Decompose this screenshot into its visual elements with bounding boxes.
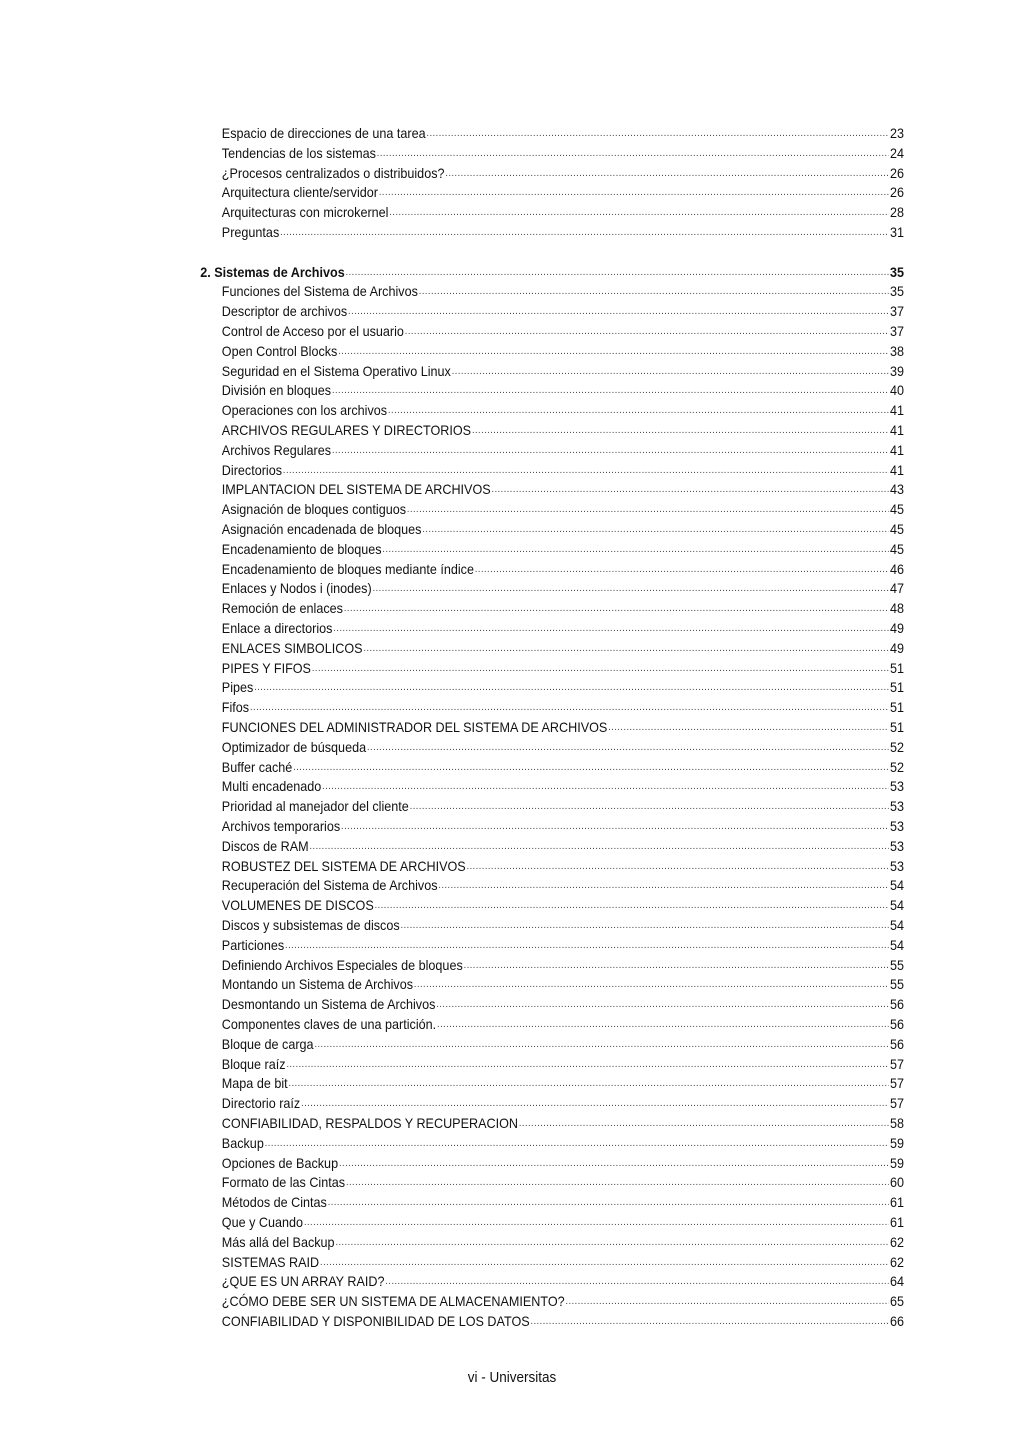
toc-dot-leader bbox=[312, 662, 889, 676]
toc-entry-page-number: 57 bbox=[889, 1056, 904, 1072]
toc-entry-page-number: 51 bbox=[889, 679, 904, 695]
toc-entry-page-number: 60 bbox=[889, 1174, 904, 1190]
toc-entry-page-number: 31 bbox=[889, 224, 904, 240]
toc-entry bbox=[222, 1151, 904, 1171]
toc-dot-leader bbox=[310, 840, 890, 854]
toc-entry-label: Encadenamiento de bloques mediante índice bbox=[221, 561, 474, 577]
toc-entry bbox=[222, 161, 904, 181]
toc-entry bbox=[222, 121, 904, 141]
toc-entry bbox=[222, 458, 904, 478]
toc-entry-label: Espacio de direcciones de una tarea bbox=[221, 125, 426, 141]
toc-entry-page-number: 57 bbox=[889, 1075, 904, 1091]
toc-dot-leader bbox=[367, 741, 889, 755]
toc-entry bbox=[222, 418, 904, 438]
toc-entry bbox=[222, 656, 904, 676]
toc-entry-label: Componentes claves de una partición. bbox=[221, 1016, 437, 1032]
toc-dot-leader bbox=[280, 226, 889, 240]
toc-entry-label: Que y Cuando bbox=[221, 1214, 304, 1230]
toc-entry-page-number: 52 bbox=[889, 759, 904, 775]
toc-entry-label: VOLUMENES DE DISCOS bbox=[221, 897, 374, 913]
toc-entry bbox=[222, 854, 904, 874]
toc-entry bbox=[222, 972, 904, 992]
toc-entry bbox=[222, 1111, 904, 1131]
page-footer: vi - Universitas bbox=[467, 1369, 557, 1386]
toc-entry-label: Open Control Blocks bbox=[221, 343, 338, 359]
toc-dot-leader bbox=[335, 1236, 889, 1250]
toc-dot-leader bbox=[414, 978, 889, 992]
toc-dot-leader bbox=[385, 1275, 889, 1289]
toc-dot-leader bbox=[332, 444, 889, 458]
toc-entry bbox=[222, 339, 904, 359]
toc-dot-leader bbox=[346, 266, 889, 280]
toc-entry-page-number: 41 bbox=[889, 442, 904, 458]
toc-entry bbox=[222, 1250, 904, 1270]
toc-entry bbox=[222, 715, 904, 735]
toc-entry-label: Opciones de Backup bbox=[221, 1155, 339, 1171]
toc-entry-label: Recuperación del Sistema de Archivos bbox=[221, 877, 438, 893]
toc-entry-page-number: 53 bbox=[889, 778, 904, 794]
toc-dot-leader bbox=[250, 701, 889, 715]
toc-dot-leader bbox=[379, 186, 889, 200]
toc-entry-page-number: 62 bbox=[889, 1234, 904, 1250]
toc-entry-label: Descriptor de archivos bbox=[221, 303, 348, 319]
toc-entry-label: 2. Sistemas de Archivos bbox=[200, 264, 345, 280]
toc-entry bbox=[222, 200, 904, 220]
toc-entry bbox=[222, 893, 904, 913]
toc-entry-page-number: 66 bbox=[889, 1313, 904, 1329]
toc-entry-page-number: 56 bbox=[889, 1016, 904, 1032]
toc-entry-page-number: 56 bbox=[889, 1036, 904, 1052]
toc-dot-leader bbox=[375, 899, 889, 913]
toc-entry-page-number: 41 bbox=[889, 402, 904, 418]
toc-dot-leader bbox=[388, 404, 889, 418]
toc-entry-label: PIPES Y FIFOS bbox=[221, 660, 311, 676]
toc-entry-page-number: 54 bbox=[889, 877, 904, 893]
toc-entry-label: Particiones bbox=[221, 937, 285, 953]
toc-entry-label: Asignación encadenada de bloques bbox=[221, 521, 422, 537]
toc-entry bbox=[222, 794, 904, 814]
toc-entry-page-number: 35 bbox=[889, 264, 904, 280]
toc-entry-label: Encadenamiento de bloques bbox=[221, 541, 382, 557]
toc-entry-label: Arquitecturas con microkernel bbox=[221, 204, 389, 220]
toc-entry-page-number: 37 bbox=[889, 303, 904, 319]
toc-dot-leader bbox=[332, 384, 889, 398]
toc-entry bbox=[222, 557, 904, 577]
toc-entry-page-number: 59 bbox=[889, 1155, 904, 1171]
toc-dot-leader bbox=[438, 879, 889, 893]
toc-entry-page-number: 24 bbox=[889, 145, 904, 161]
toc-entry-label: Discos y subsistemas de discos bbox=[221, 917, 400, 933]
toc-entry bbox=[222, 1071, 904, 1091]
toc-dot-leader bbox=[437, 1018, 889, 1032]
toc-entry-page-number: 37 bbox=[889, 323, 904, 339]
toc-entry-page-number: 35 bbox=[889, 283, 904, 299]
toc-entry-label: Desmontando un Sistema de Archivos bbox=[221, 996, 436, 1012]
toc-entry bbox=[222, 933, 904, 953]
toc-entry-page-number: 51 bbox=[889, 719, 904, 735]
toc-entry bbox=[222, 1012, 904, 1032]
toc-entry-page-number: 26 bbox=[889, 165, 904, 181]
toc-dot-leader bbox=[348, 305, 889, 319]
toc-entry bbox=[222, 596, 904, 616]
toc-entry-page-number: 54 bbox=[889, 937, 904, 953]
toc-entry bbox=[222, 834, 904, 854]
toc-dot-leader bbox=[608, 721, 889, 735]
toc-entry-label: Bloque raíz bbox=[221, 1056, 286, 1072]
toc-entry-label: Multi encadenado bbox=[221, 778, 322, 794]
toc-entry-page-number: 49 bbox=[889, 640, 904, 656]
toc-entry bbox=[222, 953, 904, 973]
toc-entry bbox=[222, 477, 904, 497]
toc-entry-label: Formato de las Cintas bbox=[221, 1174, 346, 1190]
toc-entry-label: Tendencias de los sistemas bbox=[221, 145, 376, 161]
toc-dot-leader bbox=[492, 483, 890, 497]
toc-dot-leader bbox=[328, 1196, 889, 1210]
toc-entry-label: Pipes bbox=[221, 679, 254, 695]
toc-entry bbox=[222, 438, 904, 458]
toc-entry-page-number: 45 bbox=[889, 501, 904, 517]
toc-dot-leader bbox=[320, 1256, 889, 1270]
toc-entry bbox=[222, 1289, 904, 1309]
toc-entry-label: Mapa de bit bbox=[221, 1075, 288, 1091]
toc-entry-label: ¿QUE ES UN ARRAY RAID? bbox=[221, 1273, 385, 1289]
toc-dot-leader bbox=[472, 424, 889, 438]
toc-entry bbox=[222, 220, 904, 240]
toc-entry-page-number: 26 bbox=[889, 184, 904, 200]
toc-entry-page-number: 65 bbox=[889, 1293, 904, 1309]
toc-entry-page-number: 55 bbox=[889, 976, 904, 992]
toc-dot-leader bbox=[293, 761, 889, 775]
toc-dot-leader bbox=[405, 325, 889, 339]
toc-chapter-entry bbox=[200, 260, 904, 280]
toc-dot-leader bbox=[445, 167, 889, 181]
toc-entry-label: CONFIABILIDAD, RESPALDOS Y RECUPERACION bbox=[221, 1115, 518, 1131]
toc-entry-label: Más allá del Backup bbox=[221, 1234, 335, 1250]
toc-entry-page-number: 51 bbox=[889, 660, 904, 676]
toc-dot-leader bbox=[322, 780, 889, 794]
toc-entry-page-number: 28 bbox=[889, 204, 904, 220]
toc-entry bbox=[222, 378, 904, 398]
toc-entry bbox=[222, 616, 904, 636]
toc-entry bbox=[222, 1052, 904, 1072]
toc-dot-leader bbox=[519, 1117, 889, 1131]
toc-entry-label: Funciones del Sistema de Archivos bbox=[221, 283, 418, 299]
toc-dot-leader bbox=[422, 523, 889, 537]
toc-dot-leader bbox=[304, 1216, 889, 1230]
toc-entry bbox=[222, 1170, 904, 1190]
toc-dot-leader bbox=[254, 681, 889, 695]
toc-entry-page-number: 64 bbox=[889, 1273, 904, 1289]
toc-entry-label: ROBUSTEZ DEL SISTEMA DE ARCHIVOS bbox=[221, 858, 466, 874]
toc-entry-page-number: 55 bbox=[889, 957, 904, 973]
toc-entry bbox=[222, 774, 904, 794]
toc-entry-page-number: 52 bbox=[889, 739, 904, 755]
toc-entry-page-number: 53 bbox=[889, 818, 904, 834]
toc-entry bbox=[222, 814, 904, 834]
toc-entry-label: Directorio raíz bbox=[221, 1095, 301, 1111]
toc-entry-page-number: 38 bbox=[889, 343, 904, 359]
toc-entry-label: Definiendo Archivos Especiales de bloques bbox=[221, 957, 463, 973]
toc-dot-leader bbox=[475, 563, 889, 577]
toc-entry-label: Directorios bbox=[221, 462, 283, 478]
toc-dot-leader bbox=[289, 1077, 890, 1091]
toc-dot-leader bbox=[452, 365, 889, 379]
toc-entry bbox=[222, 517, 904, 537]
toc-entry-label: SISTEMAS RAID bbox=[221, 1254, 320, 1270]
toc-dot-leader bbox=[363, 642, 889, 656]
toc-entry bbox=[222, 1190, 904, 1210]
toc-entry bbox=[222, 992, 904, 1012]
toc-dot-leader bbox=[286, 1058, 889, 1072]
toc-entry-label: Bloque de carga bbox=[221, 1036, 314, 1052]
toc-entry-page-number: 58 bbox=[889, 1115, 904, 1131]
toc-entry-label: FUNCIONES DEL ADMINISTRADOR DEL SISTEMA DE ARCHIVOS bbox=[221, 719, 608, 735]
toc-entry bbox=[222, 1032, 904, 1052]
toc-dot-leader bbox=[344, 602, 889, 616]
toc-entry bbox=[222, 141, 904, 161]
toc-entry-label: Preguntas bbox=[221, 224, 280, 240]
toc-entry-label: Métodos de Cintas bbox=[221, 1194, 327, 1210]
toc-dot-leader bbox=[436, 998, 889, 1012]
toc-entry-label: Remoción de enlaces bbox=[221, 600, 343, 616]
toc-dot-leader bbox=[373, 582, 890, 596]
toc-dot-leader bbox=[265, 1137, 889, 1151]
toc-entry bbox=[222, 1131, 904, 1151]
toc-entry bbox=[222, 695, 904, 715]
toc-entry-label: Montando un Sistema de Archivos bbox=[221, 976, 414, 992]
toc-entry-label: Fifos bbox=[221, 699, 250, 715]
toc-entry-page-number: 39 bbox=[889, 363, 904, 379]
toc-entry-page-number: 41 bbox=[889, 422, 904, 438]
toc-entry bbox=[222, 398, 904, 418]
toc-entry-label: Operaciones con los archivos bbox=[221, 402, 388, 418]
toc-entry bbox=[222, 675, 904, 695]
toc-entry bbox=[222, 279, 904, 299]
toc-entry bbox=[222, 873, 904, 893]
toc-entry-label: Backup bbox=[221, 1135, 264, 1151]
toc-entry-page-number: 45 bbox=[889, 521, 904, 537]
toc-entry bbox=[222, 913, 904, 933]
toc-entry-label: Optimizador de búsqueda bbox=[221, 739, 367, 755]
toc-entry bbox=[222, 576, 904, 596]
toc-dot-leader bbox=[410, 800, 889, 814]
toc-dot-leader bbox=[285, 939, 889, 953]
toc-entry-label: Asignación de bloques contiguos bbox=[221, 501, 407, 517]
toc-entry bbox=[222, 755, 904, 775]
toc-entry-page-number: 61 bbox=[889, 1214, 904, 1230]
toc-entry bbox=[222, 299, 904, 319]
toc-entry-page-number: 40 bbox=[889, 382, 904, 398]
toc-entry-page-number: 53 bbox=[889, 798, 904, 814]
toc-entry-page-number: 61 bbox=[889, 1194, 904, 1210]
toc-entry-label: División en bloques bbox=[221, 382, 332, 398]
toc-dot-leader bbox=[464, 959, 889, 973]
toc-entry-page-number: 54 bbox=[889, 917, 904, 933]
toc-entry-label: ARCHIVOS REGULARES Y DIRECTORIOS bbox=[221, 422, 472, 438]
toc-entry bbox=[222, 636, 904, 656]
toc-entry bbox=[222, 180, 904, 200]
toc-entry-page-number: 41 bbox=[889, 462, 904, 478]
toc-entry-page-number: 57 bbox=[889, 1095, 904, 1111]
toc-dot-leader bbox=[346, 1176, 889, 1190]
toc-entry-label: IMPLANTACION DEL SISTEMA DE ARCHIVOS bbox=[221, 481, 491, 497]
toc-entry bbox=[222, 497, 904, 517]
toc-entry-page-number: 47 bbox=[889, 580, 904, 596]
toc-entry-page-number: 54 bbox=[889, 897, 904, 913]
toc-entry bbox=[222, 537, 904, 557]
toc-entry-label: Enlaces y Nodos i (inodes) bbox=[221, 580, 372, 596]
toc-entry-label: CONFIABILIDAD Y DISPONIBILIDAD DE LOS DATOS bbox=[221, 1313, 530, 1329]
toc-dot-leader bbox=[339, 1157, 889, 1171]
toc-dot-leader bbox=[566, 1295, 890, 1309]
toc-entry-label: Control de Acceso por el usuario bbox=[221, 323, 404, 339]
toc-entry-label: Enlace a directorios bbox=[221, 620, 333, 636]
toc-entry bbox=[222, 1210, 904, 1230]
toc-entry-label: ENLACES SIMBOLICOS bbox=[221, 640, 363, 656]
toc-entry-label: Prioridad al manejador del cliente bbox=[221, 798, 409, 814]
toc-dot-leader bbox=[333, 622, 889, 636]
toc-dot-leader bbox=[467, 860, 889, 874]
toc-entry-page-number: 46 bbox=[889, 561, 904, 577]
toc-dot-leader bbox=[382, 543, 889, 557]
toc-entry bbox=[222, 319, 904, 339]
toc-dot-leader bbox=[407, 503, 889, 517]
toc-entry-page-number: 48 bbox=[889, 600, 904, 616]
toc-dot-leader bbox=[341, 820, 889, 834]
toc-dot-leader bbox=[531, 1315, 890, 1329]
toc-entry-label: ¿CÓMO DEBE SER UN SISTEMA DE ALMACENAMIENTO? bbox=[221, 1293, 565, 1309]
toc-dot-leader bbox=[283, 464, 889, 478]
toc-entry-page-number: 49 bbox=[889, 620, 904, 636]
toc-entry-label: Buffer caché bbox=[221, 759, 293, 775]
toc-entry-label: Seguridad en el Sistema Operativo Linux bbox=[221, 363, 451, 379]
toc-entry-label: Archivos temporarios bbox=[221, 818, 341, 834]
toc-entry bbox=[222, 1230, 904, 1250]
toc-dot-leader bbox=[338, 345, 889, 359]
toc-dot-leader bbox=[427, 127, 890, 141]
toc-entry-page-number: 59 bbox=[889, 1135, 904, 1151]
toc-entry bbox=[222, 1309, 904, 1329]
toc-dot-leader bbox=[314, 1038, 889, 1052]
toc-entry-page-number: 43 bbox=[889, 481, 904, 497]
toc-entry bbox=[222, 735, 904, 755]
toc-entry-page-number: 56 bbox=[889, 996, 904, 1012]
toc-dot-leader bbox=[401, 919, 890, 933]
toc-entry-page-number: 62 bbox=[889, 1254, 904, 1270]
toc-entry-page-number: 23 bbox=[889, 125, 904, 141]
toc-entry bbox=[222, 359, 904, 379]
toc-entry bbox=[222, 1091, 904, 1111]
toc-entry-label: Discos de RAM bbox=[221, 838, 309, 854]
toc-entry-page-number: 53 bbox=[889, 838, 904, 854]
toc-entry-label: ¿Procesos centralizados o distribuidos? bbox=[221, 165, 445, 181]
toc-dot-leader bbox=[419, 285, 889, 299]
toc-entry-label: Arquitectura cliente/servidor bbox=[221, 184, 378, 200]
toc-dot-leader bbox=[389, 206, 889, 220]
toc-dot-leader bbox=[301, 1097, 889, 1111]
toc-entry bbox=[222, 1269, 904, 1289]
toc-entry-page-number: 53 bbox=[889, 858, 904, 874]
toc-entry-page-number: 45 bbox=[889, 541, 904, 557]
toc-entry-label: Archivos Regulares bbox=[221, 442, 332, 458]
toc-entry-page-number: 51 bbox=[889, 699, 904, 715]
toc-dot-leader bbox=[377, 147, 889, 161]
